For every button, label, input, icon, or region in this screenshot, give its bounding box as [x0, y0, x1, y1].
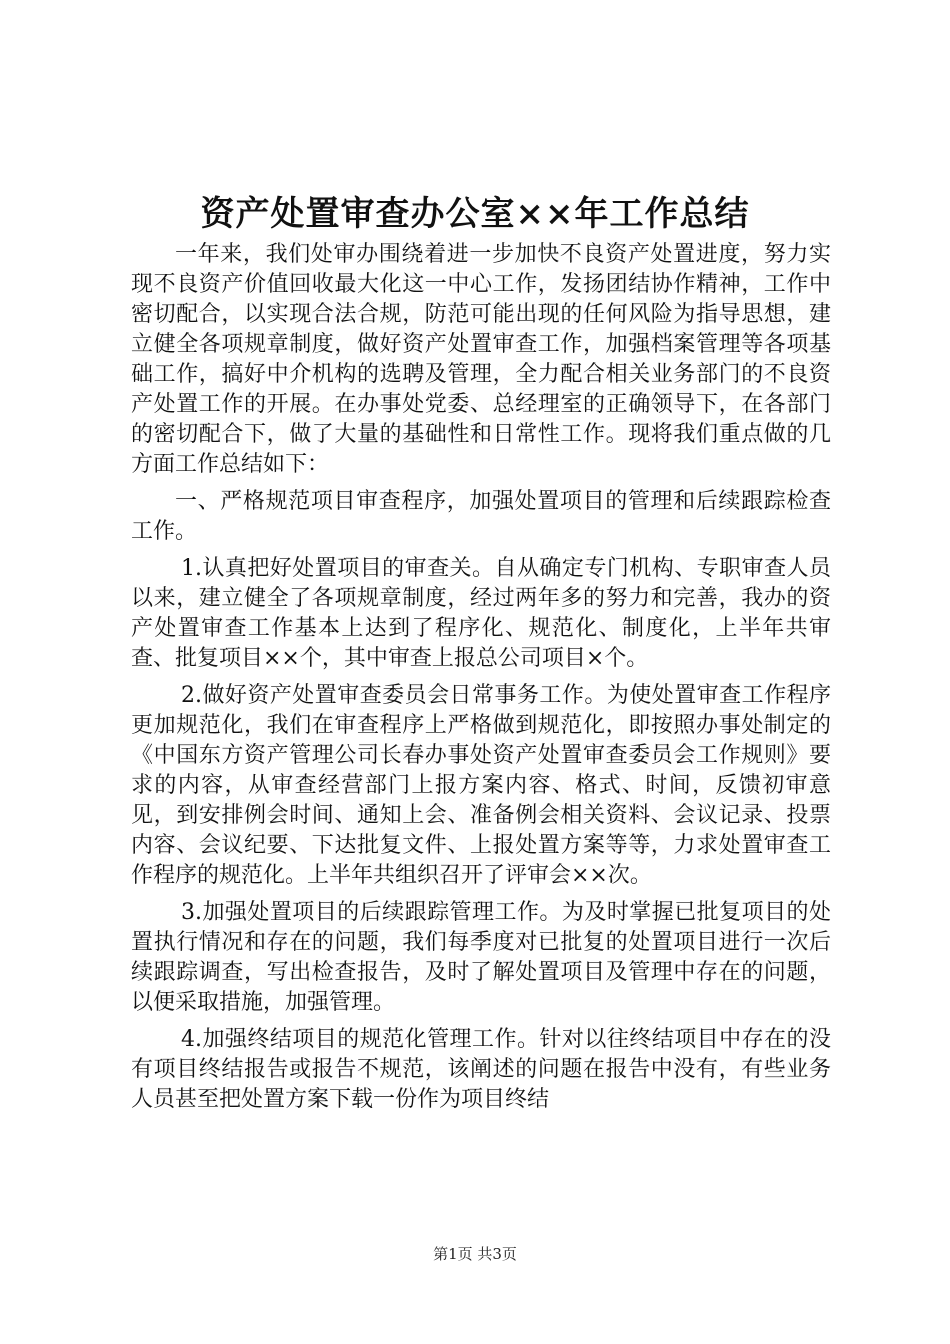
page-footer: 第1页 共3页	[433, 1245, 517, 1263]
document-body	[131, 240, 831, 1115]
item-paragraph-1: 1.认真把好处置项目的审查关。自从确定专门机构、专职审查人员以来，建立健全了各项规章制度，经过两年多的努力和完善，我办的资产处置审查工作基本上达到了程序化、规范化、制度化，上半年共审查、批复项目××个，其中审查上报总公司项目×个。	[131, 556, 831, 671]
item-paragraph-4: 4.加强终结项目的规范化管理工作。针对以往终结项目中存在的没有项目终结报告或报告不规范，该阐述的问题在报告中没有，有些业务人员甚至把处置方案下载一份作为项目终结	[131, 1027, 831, 1112]
section-heading-1: 一、严格规范项目审查程序，加强处置项目的管理和后续跟踪检查工作。	[131, 489, 831, 544]
intro-paragraph: 一年来，我们处审办围绕着进一步加快不良资产处置进度，努力实现不良资产价值回收最大化这一中心工作，发扬团结协作精神，工作中密切配合，以实现合法合规，防范可能出现的任何风险为指导思想，建立健全各项规章制度，做好资产处置审查工作，加强档案管理等各项基础工作，搞好中介机构的选聘及管理，全力配合相关业务部门的不良资产处置工作的开展。在办事处党委、总经理室的正确领导下，在各部门的密切配合下，做了大量的基础性和日常性工作。现将我们重点做的几方面工作总结如下：	[131, 242, 831, 477]
document-title: 资产处置审查办公室××年工作总结	[200, 194, 750, 234]
item-paragraph-2: 2.做好资产处置审查委员会日常事务工作。为使处置审查工作程序更加规范化，我们在审查程序上严格做到规范化，即按照办事处制定的《中国东方资产管理公司长春办事处资产处置审查委员会工作规则》要求的内容，从审查经营部门上报方案内容、格式、时间，反馈初审意见，到安排例会时间、通知上会、准备例会相关资料、会议记录、投票内容、会议纪要、下达批复文件、上报处置方案等等，力求处置审查工作程序的规范化。上半年共组织召开了评审会××次。	[131, 683, 831, 888]
item-paragraph-3: 3.加强处置项目的后续跟踪管理工作。为及时掌握已批复项目的处置执行情况和存在的问题，我们每季度对已批复的处置项目进行一次后续跟踪调查，写出检查报告，及时了解处置项目及管理中存在的问题，以便采取措施，加强管理。	[131, 900, 831, 1015]
